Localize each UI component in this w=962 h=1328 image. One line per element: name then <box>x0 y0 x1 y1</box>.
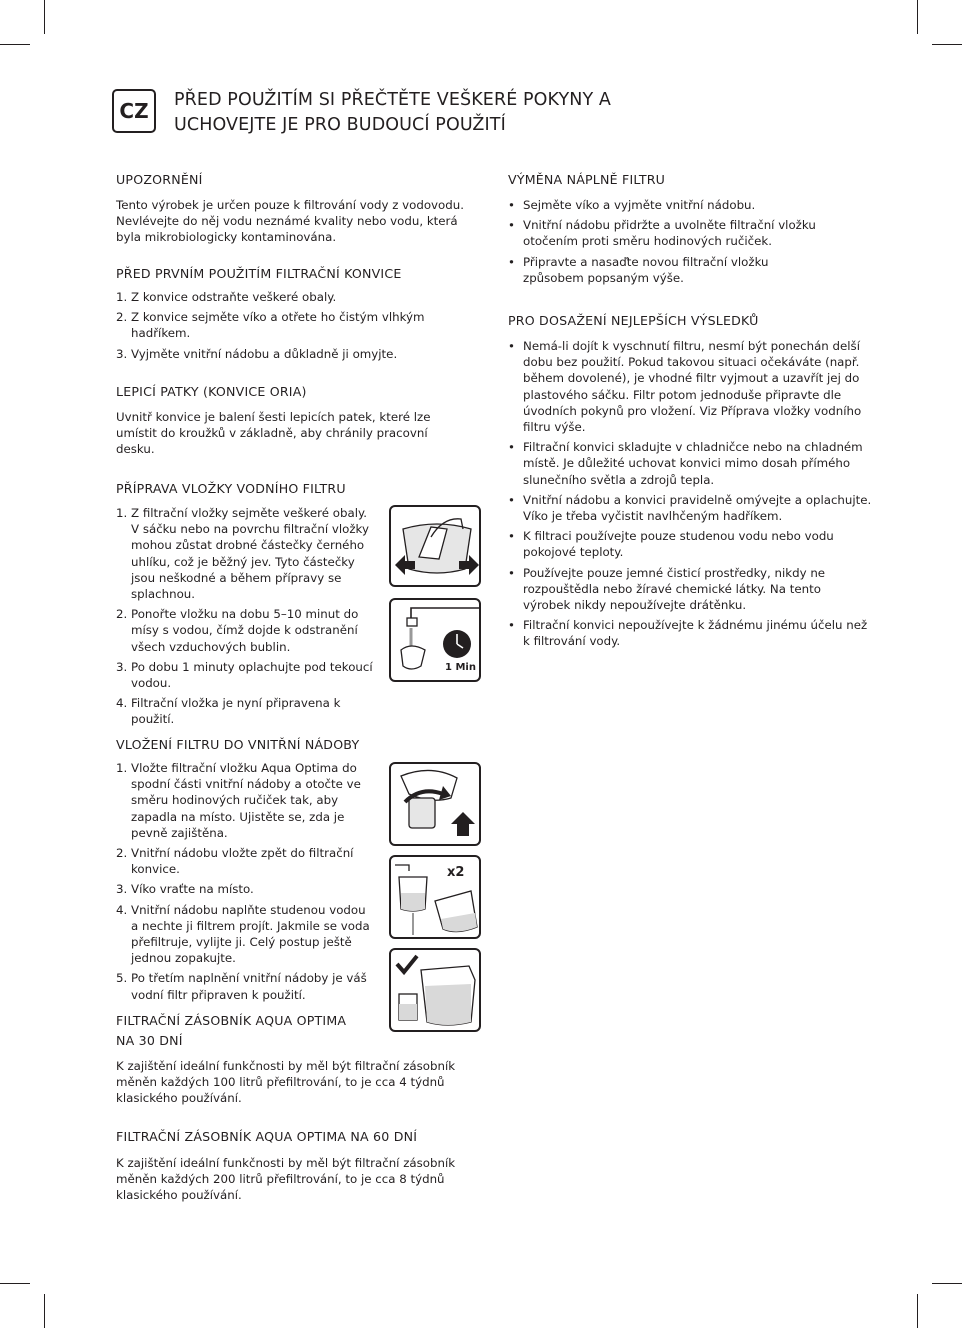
list-item: 2. Z konvice sejměte víko a otřete ho čistým vlhkým hadříkem. <box>116 310 425 341</box>
list-item: • Používejte pouze jemné čisticí prostředky, nikdy ne rozpouštědla nebo žíravé chemické látky. Na tento výrobek nikdy nepoužívejte drátěnku. <box>508 565 826 613</box>
list-item: • Filtrační konvici nepoužívejte k žádnému jinému účelu než k filtrování vody. <box>508 618 868 649</box>
crop-mark <box>0 44 30 45</box>
list-item: 3. Vyjměte vnitřní nádobu a důkladně ji omyjte. <box>116 346 398 361</box>
crop-mark <box>44 1294 45 1328</box>
reservoir-60-heading: FILTRAČNÍ ZÁSOBNÍK AQUA OPTIMA NA 60 DNÍ <box>116 1129 418 1144</box>
insert-heading: VLOŽENÍ FILTRU DO VNITŘNÍ NÁDOBY <box>116 737 360 752</box>
list-item: • Vnitřní nádobu přidržte a uvolněte filtrační vložku otočením proti směru hodinových ručiček. <box>508 218 816 249</box>
list-item: 3. Víko vraťte na místo. <box>116 882 254 897</box>
reservoir-30-text: K zajištění ideální funkčnosti by měl být filtrační zásobník měněn každých 100 litrů přefiltrování, to je cca 4 týdnů klasického používání. <box>116 1059 456 1106</box>
ready-to-use-illustration <box>389 948 481 1032</box>
insert-list <box>116 760 374 1007</box>
title-line: UCHOVEJTE JE PRO BUDOUCÍ POUŽITÍ <box>174 115 506 135</box>
crop-mark <box>917 0 918 34</box>
list-item: • Sejměte víko a vyjměte vnitřní nádobu. <box>508 198 756 212</box>
list-item: 1. Z filtrační vložky sejměte veškeré obaly. V sáčku nebo na povrchu filtrační vložky mohou zůstat drobné částečky černého uhlíku, což je běžný jev. Tyto částečky jsou neškodné a během přípravy se splachnou. <box>116 506 369 602</box>
replace-heading: VÝMĚNA NÁPLNĚ FILTRU <box>508 172 666 187</box>
prep-list <box>116 505 378 732</box>
crop-mark <box>44 0 45 34</box>
repeat-count-label: x2 <box>447 865 465 880</box>
reservoir-30-heading: FILTRAČNÍ ZÁSOBNÍK AQUA OPTIMA NA 30 DNÍ <box>116 1013 347 1048</box>
filter-unwrap-illustration <box>389 505 481 587</box>
fill-twice-illustration <box>389 855 481 939</box>
replace-list <box>508 197 828 290</box>
list-item: 3. Po dobu 1 minuty oplachujte pod tekoucí vodou. <box>116 659 373 691</box>
crop-mark <box>932 44 962 45</box>
pads-heading: LEPICÍ PATKY (KONVICE ORIA) <box>116 384 307 399</box>
title-line: PŘED POUŽITÍM SI PŘEČTĚTE VEŠKERÉ POKYNY A <box>174 90 612 110</box>
list-item: 4. Filtrační vložka je nyní připravena k použití. <box>116 696 341 727</box>
list-item: 2. Ponořte vložku na dobu 5–10 minut do mísy s vodou, čímž dojde k odstranění všech vzduchových bublin. <box>116 607 359 654</box>
rinse-illustration <box>389 598 481 682</box>
first-use-heading: PŘED PRVNÍM POUŽITÍM FILTRAČNÍ KONVICE <box>116 266 402 281</box>
list-item: • Připravte a nasaďte novou filtrační vložku způsobem popsaným výše. <box>508 254 769 285</box>
rinse-duration-label: 1 Min <box>445 662 476 673</box>
list-item: • K filtraci používejte pouze studenou vodu nebo vodu pokojové teploty. <box>508 529 834 560</box>
language-badge: CZ <box>112 89 156 133</box>
crop-mark <box>932 1283 962 1284</box>
list-item: • Nemá-li dojít k vyschnutí filtru, nesmí být ponechán delší dobu bez použití. Pokud takovou situaci očekáváte (např. během dovolené), je vhodné filtr vyjmout a uzavřít jej do plastového sáčku. Filtr potom jednoduše připravte dle úvodních pokynů pro vložení. Viz Příprava vložky vodního filtru výše. <box>508 339 862 435</box>
list-item: 4. Vnitřní nádobu naplňte studenou vodou a nechte ji filtrem projít. Jakmile se voda přefiltruje, vylijte ji. Celý postup ještě jednou zopakujte. <box>116 902 370 966</box>
list-item: • Vnitřní nádobu a konvici pravidelně omývejte a oplachujte. Víko je třeba vyčistit navlhčeným hadříkem. <box>508 492 872 524</box>
best-results-heading: PRO DOSAŽENÍ NEJLEPŠÍCH VÝSLEDKŮ <box>508 313 759 328</box>
crop-mark <box>917 1294 918 1328</box>
reservoir-60-text: K zajištění ideální funkčnosti by měl být filtrační zásobník měněn každých 200 litrů přefiltrování, to je cca 8 týdnů klasického používání. <box>116 1156 456 1203</box>
pads-text: Uvnitř konvice je balení šesti lepicích patek, které lze umístit do kroužků v základně, aby chránily pracovní desku. <box>116 410 431 457</box>
list-item: 2. Vnitřní nádobu vložte zpět do filtrační konvice. <box>116 846 354 877</box>
warning-heading: UPOZORNĚNÍ <box>116 172 203 187</box>
list-item: 1. Vložte filtrační vložku Aqua Optima do spodní části vnitřní nádoby a otočte ve směru hodinových ručiček tak, aby zapadla na místo. Ujistěte se, zda je pevně zajištěna. <box>116 761 361 840</box>
list-item: • Filtrační konvici skladujte v chladničce nebo na chladném místě. Je důležité uchovat konvici mimo dosah přímého slunečního světla a zdrojů tepla. <box>508 440 863 487</box>
prep-heading: PŘÍPRAVA VLOŽKY VODNÍHO FILTRU <box>116 481 346 496</box>
list-item: 5. Po třetím naplnění vnitřní nádoby je váš vodní filtr připraven k použití. <box>116 971 367 1002</box>
insert-filter-illustration <box>389 762 481 846</box>
right-column <box>508 0 880 1328</box>
crop-mark <box>0 1283 30 1284</box>
first-use-list <box>116 289 446 366</box>
list-item: 1. Z konvice odstraňte veškeré obaly. <box>116 290 337 304</box>
best-results-list <box>508 338 872 654</box>
warning-text: Tento výrobek je určen pouze k filtrování vody z vodovodu. Nevlévejte do něj vodu neznámé kvality nebo vodu, která byla mikrobiologicky kontaminována. <box>116 198 464 245</box>
